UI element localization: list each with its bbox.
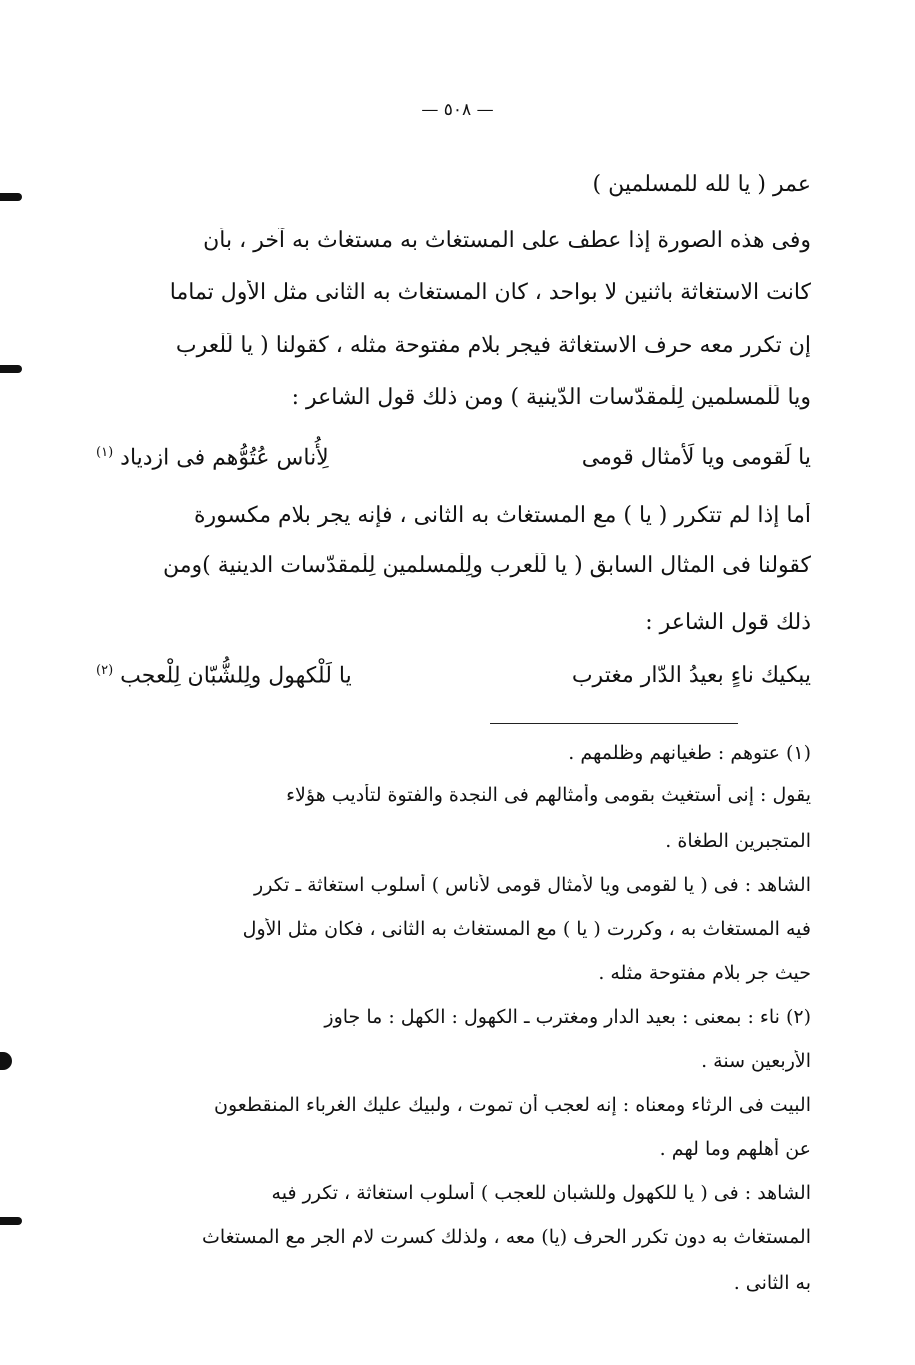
footnote-line: الشاهد : فى ( يا للكهول وللشبان للعجب ) أسلوب استغاثة ، تكرر فيه — [271, 1182, 811, 1204]
footnote-ref: (١) — [96, 445, 114, 460]
margin-mark — [0, 365, 22, 373]
footnote-line: عن أهلهم وما لهم . — [659, 1138, 811, 1160]
footnote-line: (٢) ناء : بمعنى : بعيد الدار ومغترب ـ الكهول : الكهل : ما جاوز — [324, 1006, 811, 1028]
footnote-line: فيه المستغاث به ، وكررت ( يا ) مع المستغاث به الثانى ، فكان مثل الأول — [242, 918, 811, 940]
poem-verse — [96, 445, 811, 479]
footnote-line: حيث جر بلام مفتوحة مثله . — [598, 962, 811, 984]
footnote-line: المتجبرين الطغاة . — [665, 830, 811, 852]
main-text-line: ويا لَلْمسلمين لِلْمقدّسات الدّينية ) ومن ذلك قول الشاعر : — [291, 385, 811, 410]
main-text-line: كقولنا فى المثال السابق ( يا لَلْعرب ولِلْمسلمين لِلْمقدّسات الدينية )ومن — [162, 553, 811, 578]
footnote-line: (١) عتوهم : طغيانهم وظلمهم . — [568, 742, 811, 764]
verse-hemistich-first: يبكيك ناءٍ بعيدُ الدّار مغترب — [571, 663, 811, 688]
verse-hemistich-text: لِأُناس عُتُوُّهم فى ازدياد — [120, 445, 329, 471]
main-text-line: وفى هذه الصورة إذا عطف على المستغاث به مستغاث به آخر ، بأن — [203, 228, 811, 253]
footnote-line: به الثانى . — [733, 1272, 811, 1294]
verse-hemistich-text: يا لَلْكهول ولِلشُّبّان لِلْعجب — [120, 663, 352, 689]
margin-mark — [0, 193, 22, 201]
poem-verse — [96, 663, 811, 697]
verse-hemistich-first: يا لَقومى ويا لَأمثال قومى — [581, 445, 811, 470]
main-text-line: ذلك قول الشاعر : — [645, 610, 811, 635]
margin-mark — [0, 1052, 12, 1070]
footnote-line: البيت فى الرثاء ومعناه : إنه لعجب أن تموت ، ولبيك عليك الغرباء المنقطعون — [213, 1094, 811, 1116]
main-text-line: أما إذا لم تتكرر ( يا ) مع المستغاث به الثانى ، فإنه يجر بلام مكسورة — [193, 503, 811, 528]
footnote-line: يقول : إنى أستغيث بقومى وأمثالهم فى النجدة والفتوة لتأديب هؤلاء — [286, 784, 811, 806]
verse-hemistich-second — [96, 445, 329, 470]
main-text-line: عمر ( يا لله للمسلمين ) — [592, 172, 811, 197]
footnote-ref: (٢) — [96, 663, 114, 678]
main-text-line: إن تكرر معه حرف الاستغاثة فيجر بلام مفتوحة مثله ، كقولنا ( يا لَلْعرب — [175, 333, 811, 358]
verse-hemistich-second — [96, 663, 352, 688]
margin-mark — [0, 1217, 22, 1225]
main-text-line: كانت الاستغاثة باثنين لا بواحد ، كان المستغاث به الثانى مثل الأول تماما — [169, 280, 811, 305]
footnote-line: المستغاث به دون تكرر الحرف (يا) معه ، ولذلك كسرت لام الجر مع المستغاث — [201, 1226, 811, 1248]
footnote-line: الأربعين سنة . — [701, 1050, 811, 1072]
footnote-line: الشاهد : فى ( يا لقومى ويا لأمثال قومى لأناس ) أسلوب استغاثة ـ تكرر — [254, 874, 811, 896]
page-number: — ٥٠٨ — — [421, 100, 494, 120]
footnote-divider — [490, 723, 738, 724]
